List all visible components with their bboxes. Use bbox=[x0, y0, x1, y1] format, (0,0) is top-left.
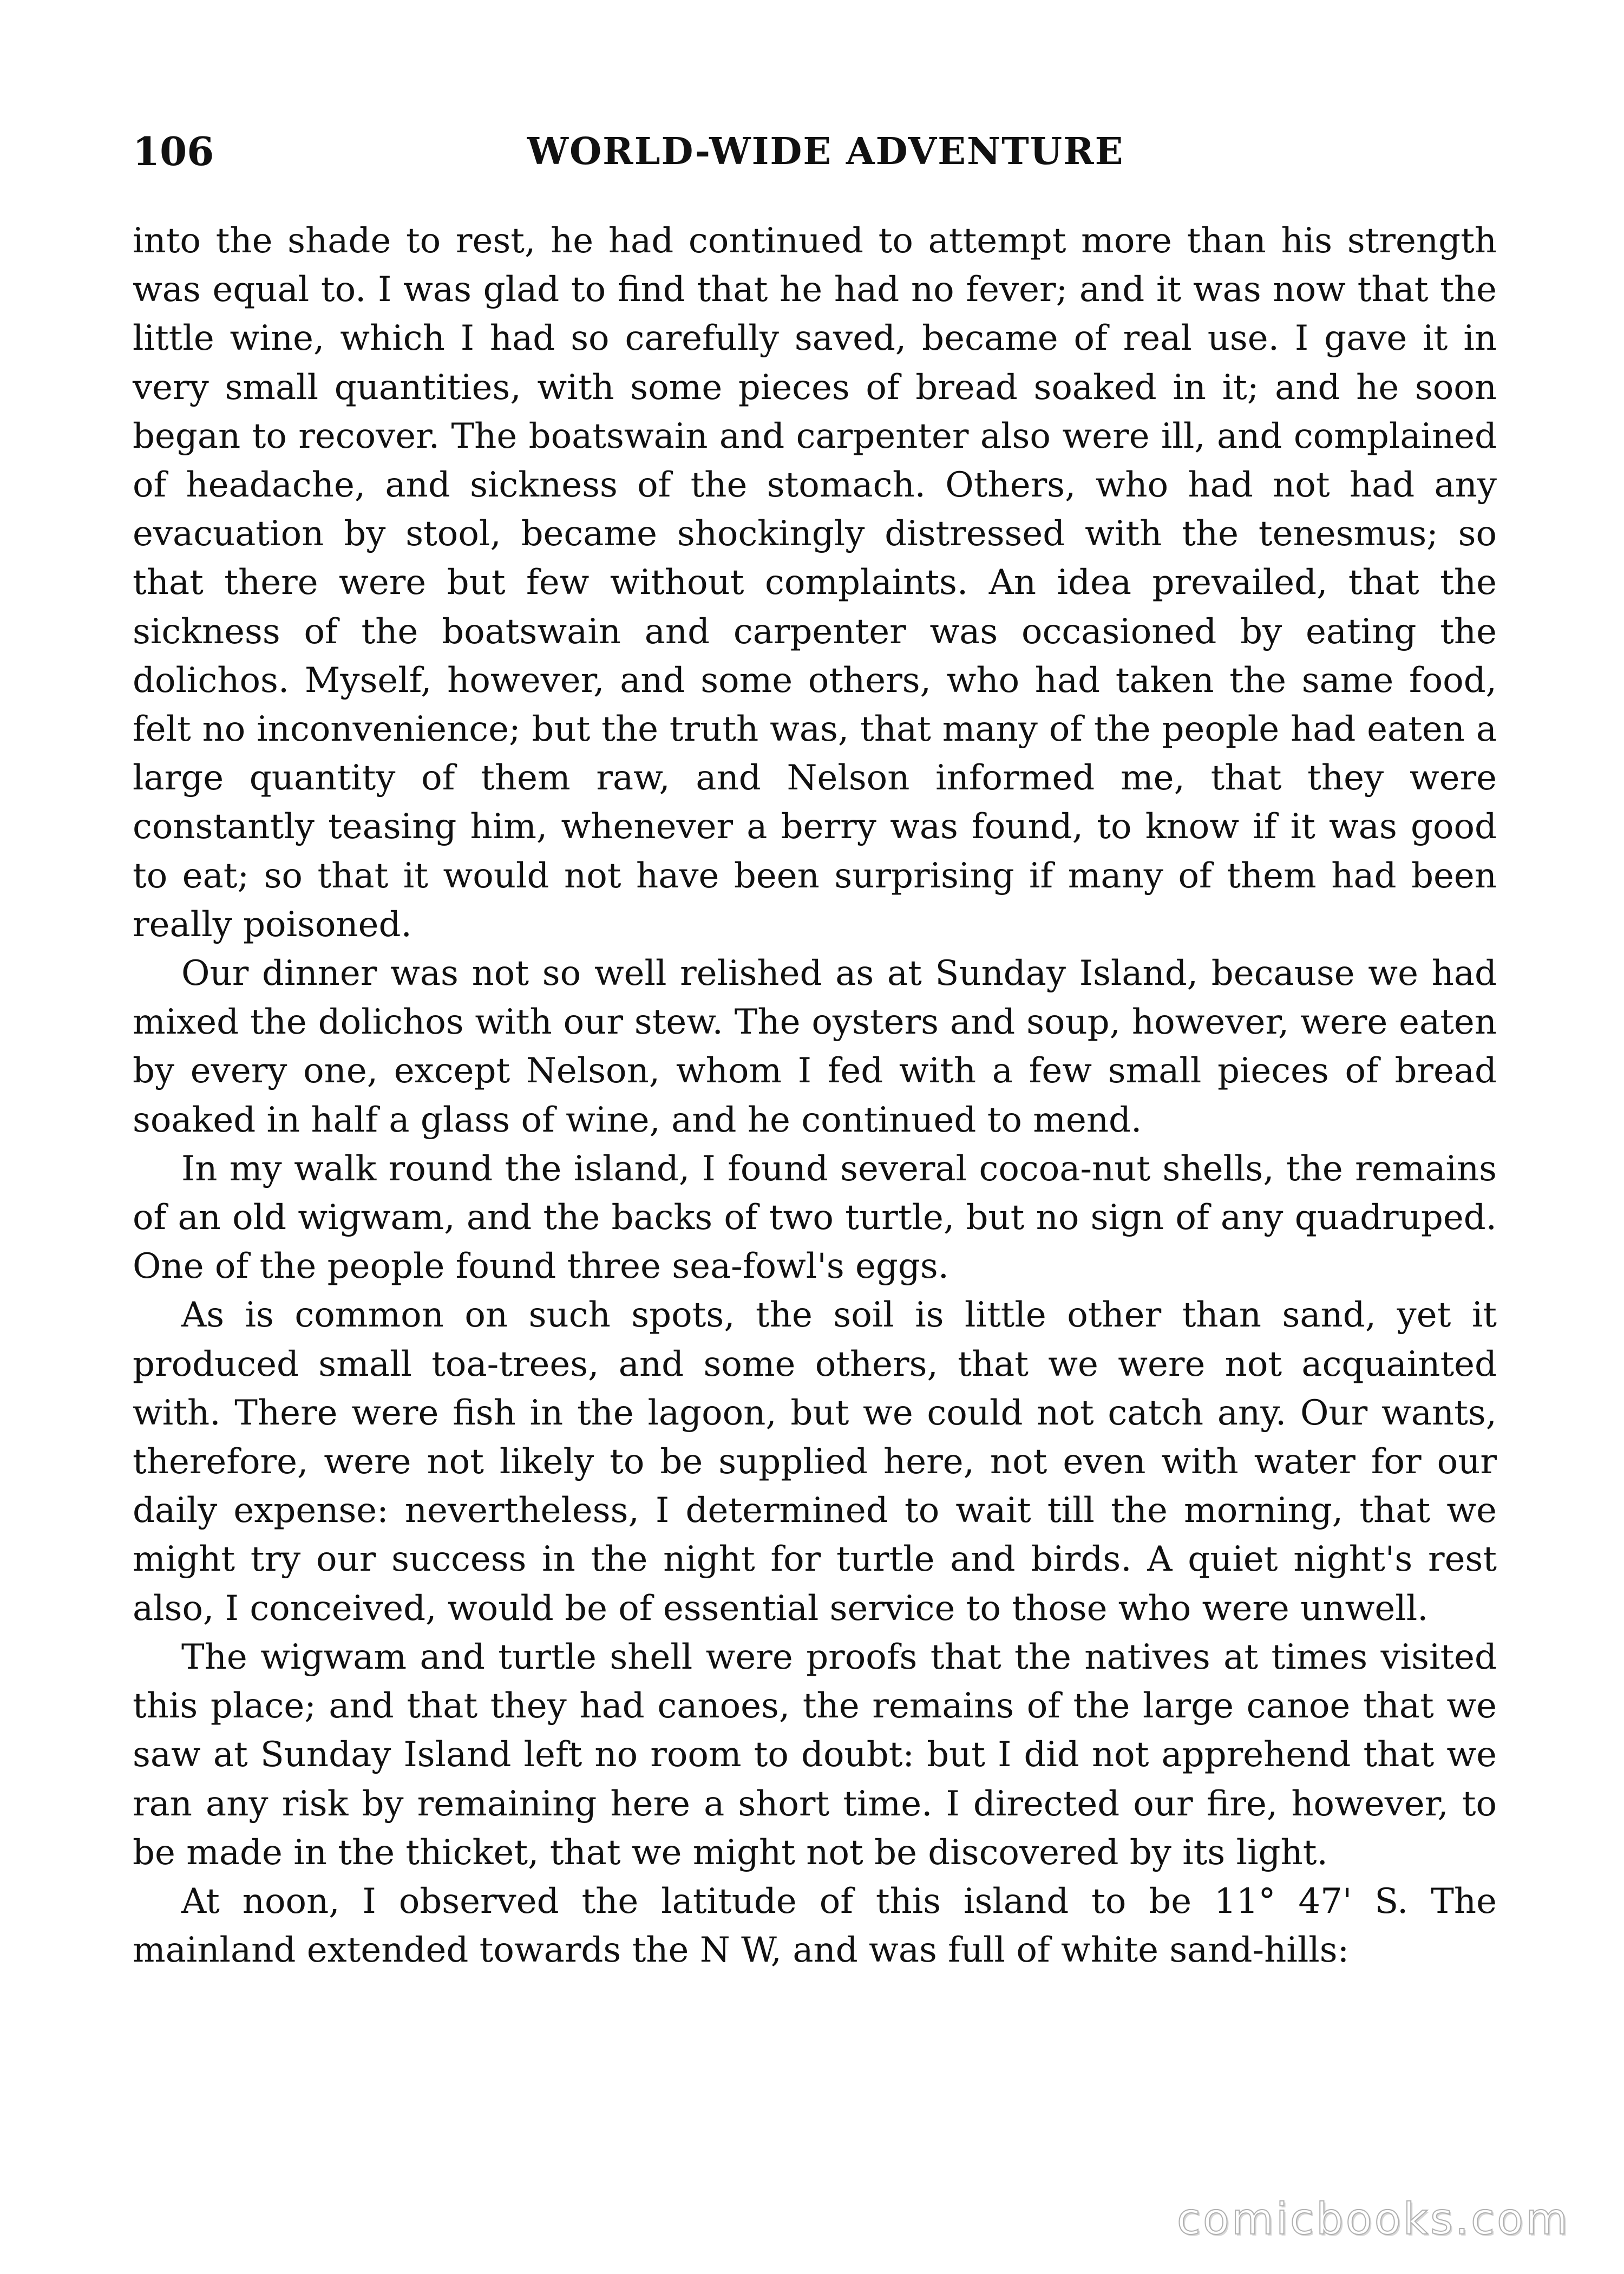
body-text bbox=[133, 217, 1497, 1975]
paragraph: Our dinner was not so well relished as at Sunday Island, because we had mixed the dolichos with our stew. The oysters and soup, however, were eaten by every one, except Nelson, whom I fed with a few small pieces of bread soaked in half a glass of wine, and he continued to mend. bbox=[133, 953, 1497, 1140]
paragraph: In my walk round the island, I found several cocoa-nut shells, the remains of an old wigwam, and the backs of two turtle, but no sign of any quadruped. One of the people found three sea-fowl's eggs. bbox=[133, 1148, 1497, 1287]
running-title: WORLD-WIDE ADVENTURE bbox=[527, 130, 1124, 173]
running-head bbox=[133, 122, 1497, 181]
paragraph: As is common on such spots, the soil is little other than sand, yet it produced small toa-trees, and some others, that we were not acquainted with. There were fish in the lagoon, but we could not catch any. Our wants, therefore, were not likely to be supplied here, not even with water for our daily expense: nevertheless, I determined to wait till the morning, that we might try our success in the night for turtle and birds. A quiet night's rest also, I conceived, would be of essential service to those who were unwell. bbox=[133, 1295, 1497, 1629]
watermark: comicbooks.com bbox=[1176, 2194, 1570, 2244]
paragraph: At noon, I observed the latitude of this island to be 11° 47' S. The mainland extended towards the N W, and was full of white sand-hills: bbox=[133, 1881, 1497, 1971]
page-number: 106 bbox=[133, 128, 214, 174]
paragraph-continued: into the shade to rest, he had continued to attempt more than his strength was equal to. I was glad to find that he had no fever; and it was now that the little wine, which I had so carefully saved, became of real use. I gave it in very small quantities, with some pieces of bread soaked in it; and he soon began to recover. The boatswain and carpenter also were ill, and complained of headache, and sickness of the stomach. Others, who had not had any evacuation by stool, became shockingly distressed with the tenesmus; so that there were but few without complaints. An idea prevailed, that the sickness of the boatswain and carpenter was occasioned by eating the dolichos. Myself, however, and some others, who had taken the same food, felt no inconvenience; but the truth was, that many of the people had eaten a large quantity of them raw, and Nelson informed me, that they were constantly teasing him, whenever a berry was found, to know if it was good to eat; so that it would not have been surprising if many of them had been really poisoned. bbox=[133, 221, 1497, 945]
paragraph: The wigwam and turtle shell were proofs that the natives at times visited this place; and that they had canoes, the remains of the large canoe that we saw at Sunday Island left no room to doubt: but I did not apprehend that we ran any risk by remaining here a short time. I directed our fire, however, to be made in the thicket, that we might not be discovered by its light. bbox=[133, 1637, 1497, 1873]
